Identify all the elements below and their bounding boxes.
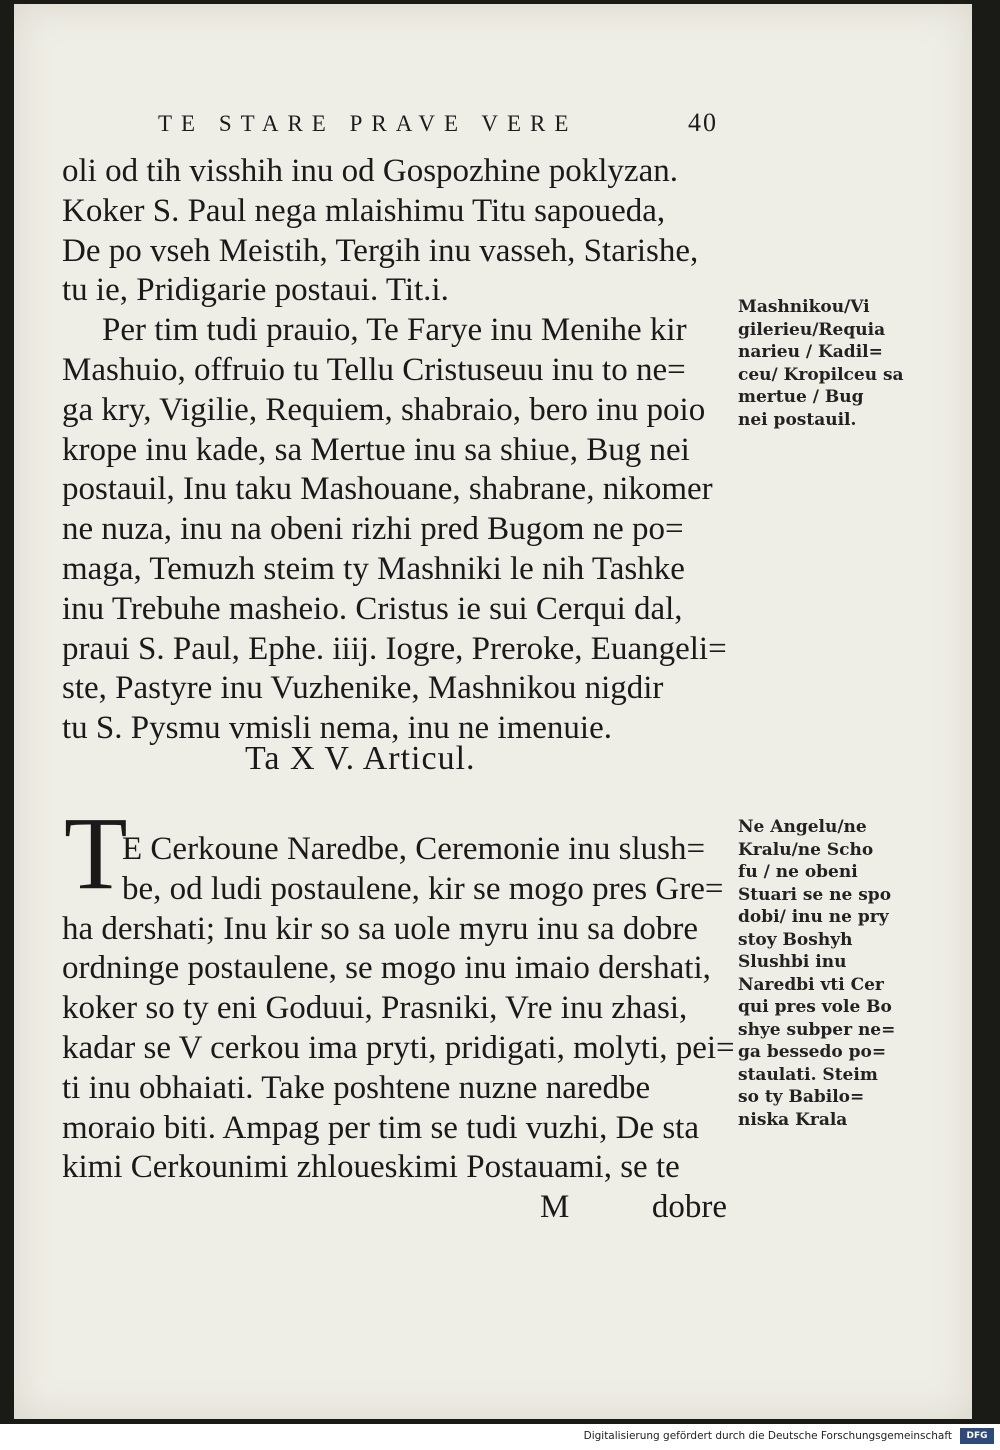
running-header <box>158 108 718 138</box>
text-line: koker so ty eni Goduui, Prasniki, Vre inu zhasi, <box>62 990 688 1027</box>
margin-line: niska Krala <box>738 1109 848 1130</box>
catchword-line: M dobre <box>540 1189 727 1226</box>
text-line: ti inu obhaiati. Take poshtene nuzne naredbe <box>62 1069 651 1106</box>
margin-line: Slushbi inu <box>738 952 847 972</box>
text-line: ha dershati; Inu kir so sa uole myru inu sa dobre <box>62 910 699 947</box>
margin-line: mertue / Bug <box>738 387 864 407</box>
text-line: Per tim tudi prauio, Te Farye inu Menihe kir <box>102 312 687 349</box>
running-title: TE STARE PRAVE VERE <box>158 111 578 136</box>
text-line: tu S. Pysmu vmisli nema, inu ne imenuie. <box>62 710 612 747</box>
margin-line: shye subper ne= <box>738 1019 896 1040</box>
paragraph-2 <box>62 830 737 1228</box>
text-line: kadar se V cerkou ima pryti, pridigati, molyti, pei= <box>62 1029 735 1066</box>
margin-line: Ne Angelu/ne <box>738 817 867 837</box>
margin-line: qui pres vole Bo <box>738 997 892 1017</box>
margin-line: Naredbi vti Cer <box>738 974 884 995</box>
text-line: E Cerkoune Naredbe, Ceremonie inu slush= <box>122 831 706 867</box>
text-line: be, od ludi postaulene, kir se mogo pres Gre= <box>122 870 724 907</box>
text-line: De po vseh Meistih, Tergih inu vasseh, Starishe, <box>62 232 699 269</box>
text-line: krope inu kade, sa Mertue inu sa shiue, Bug nei <box>62 431 690 468</box>
digitization-credit: Digitalisierung gefördert durch die Deutsche Forschungsgemeinschaft <box>583 1430 952 1442</box>
margin-line: so ty Babilo= <box>738 1087 865 1107</box>
page-number: 40 <box>688 108 718 137</box>
dfg-logo-icon: DFG <box>960 1428 994 1444</box>
margin-line: ga bessedo po= <box>738 1042 887 1062</box>
margin-line: nei postauil. <box>738 409 857 430</box>
text-line: kimi Cerkounimi zhloueskimi Postauami, se te <box>62 1149 680 1186</box>
text-line: postauil, Inu taku Mashouane, shabrane, nikomer <box>62 471 713 508</box>
margin-line: ceu/ Kropilceu sa <box>738 364 904 385</box>
text-line: ste, Pastyre inu Vuzhenike, Mashnikou nigdir <box>62 670 664 707</box>
text-line: Koker S. Paul nega mlaishimu Titu sapoueda, <box>62 192 666 229</box>
margin-line: dobi/ inu ne pry <box>738 907 889 927</box>
paragraph-1 <box>62 152 737 749</box>
section-heading: Ta X V. Articul. <box>245 740 476 777</box>
margin-line: stoy Boshyh <box>738 929 853 950</box>
margin-line: fu / ne obeni <box>738 862 858 882</box>
margin-note-2 <box>738 816 918 1131</box>
text-line: ne nuza, inu na obeni rizhi pred Bugom ne po= <box>62 511 684 548</box>
text-line: praui S. Paul, Ephe. iiij. Iogre, Preroke, Euangeli= <box>62 630 727 667</box>
drop-cap: T <box>64 796 128 911</box>
margin-line: narieu / Kadil= <box>738 342 883 362</box>
margin-line: staulati. Steim <box>738 1064 878 1085</box>
text-line: Mashuio, offruio tu Tellu Cristuseuu inu to ne= <box>62 351 686 388</box>
text-line: ordninge postaulene, se mogo inu imaio dershati, <box>62 950 711 987</box>
text-line: ga kry, Vigilie, Requiem, shabraio, bero inu poio <box>62 391 706 428</box>
margin-line: gilerieu/Requia <box>738 319 886 340</box>
text-line: oli od tih visshih inu od Gospozhine poklyzan. <box>62 153 678 189</box>
margin-line: Stuari se ne spo <box>738 884 892 905</box>
text-line: moraio biti. Ampag per tim se tudi vuzhi, De sta <box>62 1109 699 1146</box>
margin-note-1 <box>738 296 918 431</box>
text-line: maga, Temuzh steim ty Mashniki le nih Tashke <box>62 550 685 587</box>
margin-line: Mashnikou/Vi <box>738 297 870 317</box>
margin-line: Kralu/ne Scho <box>738 839 874 860</box>
text-line: inu Trebuhe masheio. Cristus ie sui Cerqui dal, <box>62 590 683 627</box>
text-line: tu ie, Pridigarie postaui. Tit.i. <box>62 272 449 309</box>
